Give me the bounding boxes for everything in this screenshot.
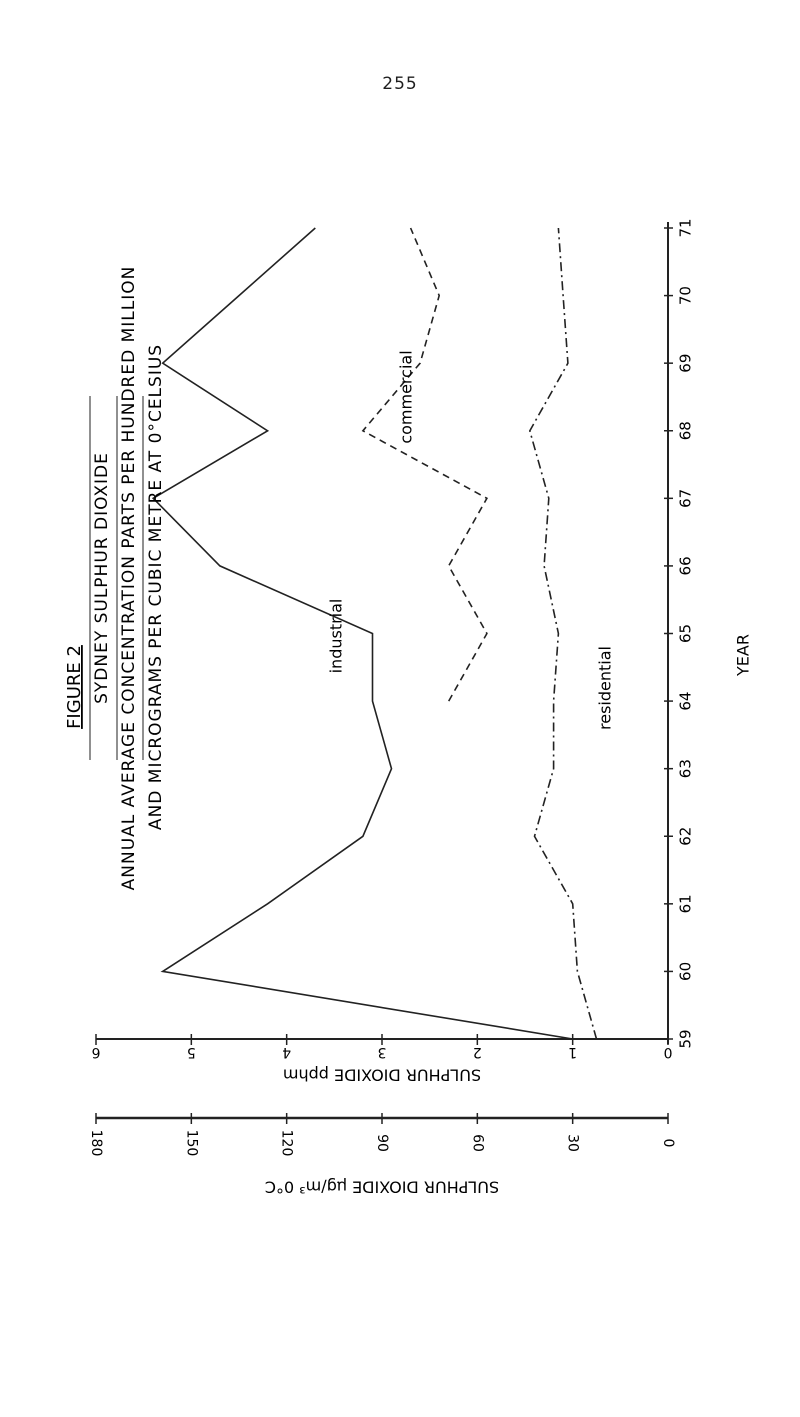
year-tick-label: 59	[676, 1029, 695, 1049]
microgram-tick-label: 150	[183, 1129, 200, 1157]
series-line-residential	[530, 228, 597, 1039]
microgram-tick-label: 120	[278, 1129, 295, 1157]
pphm-tick-label: 3	[377, 1044, 387, 1060]
year-tick-label: 62	[676, 826, 695, 846]
series-label-residential: residential	[595, 646, 615, 730]
year-tick-label: 68	[676, 421, 695, 441]
year-tick-label: 66	[676, 556, 695, 576]
pphm-tick-label: 4	[282, 1044, 292, 1060]
year-tick-label: 64	[676, 691, 695, 711]
year-tick-label: 61	[676, 894, 695, 914]
pphm-tick-label: 6	[91, 1044, 101, 1060]
series-line-industrial	[153, 228, 573, 1039]
microgram-tick-label: 0	[660, 1138, 676, 1148]
page-number: 255	[382, 74, 418, 94]
chart-title-line: SYDNEY SULPHUR DIOXIDE	[92, 452, 112, 704]
year-tick-label: 69	[676, 353, 695, 373]
pphm-tick-label: 5	[186, 1044, 196, 1060]
pphm-tick-label: 0	[663, 1044, 673, 1060]
series-label-commercial: commercial	[396, 350, 416, 444]
series-lines	[153, 228, 596, 1039]
labels	[64, 218, 753, 1196]
year-tick-label: 65	[676, 623, 695, 644]
year-tick-label: 60	[676, 961, 695, 981]
pphm-tick-label: 2	[472, 1044, 482, 1060]
microgram-tick-label: 180	[88, 1129, 104, 1157]
microgram-axis-title: SULPHUR DIOXIDE μg/m³ 0°C	[264, 1177, 500, 1197]
year-axis-title: YEAR	[733, 634, 753, 676]
series-label-industrial: industrial	[326, 598, 346, 674]
year-tick-label: 63	[676, 759, 695, 779]
year-tick-label: 71	[676, 218, 695, 238]
pphm-axis-title: SULPHUR DIOXIDE pphm	[282, 1065, 482, 1085]
year-tick-label: 67	[676, 488, 695, 508]
microgram-tick-label: 60	[469, 1134, 486, 1152]
series-line-commercial	[363, 228, 487, 701]
axes	[90, 222, 673, 1124]
pphm-tick-label: 1	[568, 1044, 578, 1060]
microgram-tick-label: 30	[564, 1134, 581, 1152]
microgram-tick-label: 90	[374, 1134, 390, 1152]
chart-title-line: ANNUAL AVERAGE CONCENTRATION PARTS PER HUNDRED MILLION	[119, 265, 139, 891]
year-tick-label: 70	[676, 286, 695, 306]
chart-title-line: AND MICROGRAMS PER CUBIC METRE AT 0°CELSIUS	[146, 343, 166, 831]
figure-label: FIGURE 2	[64, 645, 85, 729]
